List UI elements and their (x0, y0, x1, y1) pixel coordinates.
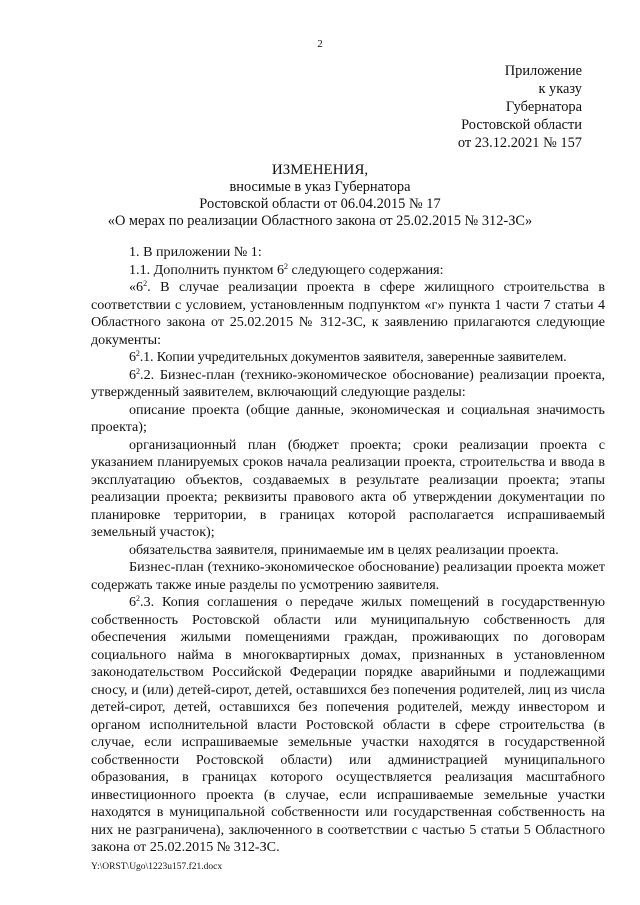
heading-line: «О мерах по реализации Областного закона от 25.02.2015 № 312-ЗС» (107, 213, 533, 229)
paragraph: обязательства заявителя, принимаемые им в целях реализации проекта. (129, 541, 559, 558)
paragraph: «$6^2$. В случае реализации проекта в сфере жилищного строительства в соответствии с условием, установленным подпунктом «г» пункта 1 части 7 статьи 4 Областного закона от 25.02.2015 № 312-ЗС, к заявлению прилагаются следующие документы: (91, 279, 605, 348)
appendix-block (402, 62, 582, 152)
appendix-line: к указу (538, 81, 582, 97)
page-number: 2 (317, 38, 323, 50)
paragraph: описание проекта (общие данные, экономическая и социальная значимость проекта); (91, 401, 605, 435)
heading-line: Ростовской области от 06.04.2015 № 17 (199, 196, 441, 212)
document-body (91, 244, 605, 857)
paragraph: 1.1. Дополнить пунктом $6^2$ следующего содержания: (129, 261, 444, 278)
appendix-line: Ростовской области (461, 117, 582, 133)
document-heading (0, 162, 640, 230)
file-path-footer: Y:\ORST\Ugo\1223u157.f21.docx (91, 862, 223, 872)
paragraph: 1. В приложении № 1: (129, 244, 262, 260)
appendix-line: от 23.12.2021 № 157 (457, 135, 582, 151)
paragraph: Бизнес-план (технико-экономическое обоснование) реализации проекта может содержать также иные разделы по усмотрению заявителя. (91, 559, 605, 593)
appendix-line: Губернатора (505, 99, 582, 115)
heading-title: ИЗМЕНЕНИЯ, (271, 162, 369, 178)
paragraph: $6^2.3$. Копия соглашения о передаче жилых помещений в государственную собственность Ростовской области или муниципальную собственность для обеспечения жилыми помещениями граждан, проживающих по договорам социального найма в многоквартирных домах, признанных в установленном законодательством Российской Федерации порядке аварийными и подлежащими сносу, и (или) детей-сирот, детей, оставшихся без попечения родителей, лиц из числа детей-сирот, детей, оставшихся без попечения родителей, между инвестором и органом исполнительной власти Ростовской области в сфере строительства (в случае, если испрашиваемые земельные участки находятся в государственной собственности Ростовской области) или администрацией муниципального образования, в границах которого осуществляется реализация масштабного инвестиционного проекта (в случае, если испрашиваемые земельные участки находятся в муниципальной собственности или государственная собственность на них не разграничена), заключенного в соответствии с частью 5 статьи 5 Областного закона от 25.02.2015 № 312-ЗС. (91, 594, 605, 855)
paragraph: организационный план (бюджет проекта; сроки реализации проекта с указанием планируемых сроков начала реализации проекта, строительства и ввода в эксплуатацию объектов, создаваемых в результате реализации проекта; этапы реализации проекта; реквизиты правового акта об утверждении документации по планировке территории, в границах которой располагается испрашиваемый земельный участок); (91, 436, 605, 540)
paragraph: $6^2.1$. Копии учредительных документов заявителя, заверенные заявителем. (129, 349, 567, 365)
paragraph: $6^2.2$. Бизнес-план (технико-экономическое обоснование) реализации проекта, утвержденный заявителем, включающий следующие разделы: (91, 366, 605, 400)
heading-line: вносимые в указ Губернатора (229, 179, 411, 195)
appendix-line: Приложение (504, 63, 582, 79)
